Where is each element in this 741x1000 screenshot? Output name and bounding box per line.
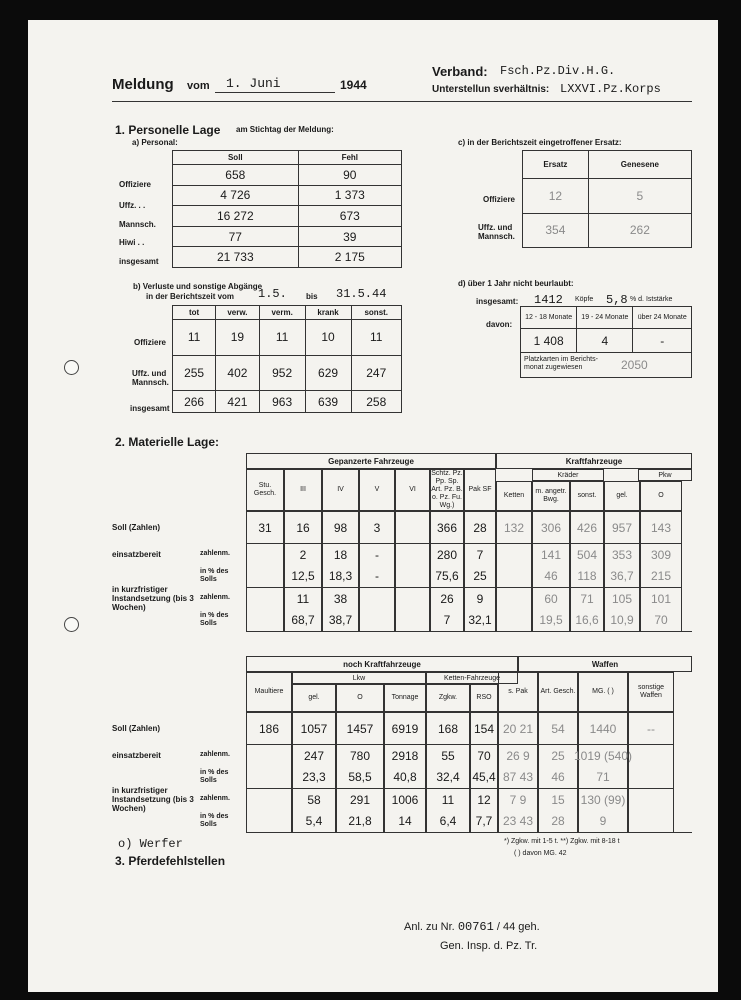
table-cell: 14 <box>384 810 426 832</box>
platzkarten-value: 2050 <box>621 358 648 372</box>
table-bottom-rule <box>246 832 692 833</box>
percent-value: 5,8 <box>606 293 628 307</box>
personal-cell: 4 726 <box>173 185 299 206</box>
column-header: III <box>284 469 322 511</box>
table-cell: 58 <box>292 788 336 810</box>
verluste-cell: 10 <box>305 320 351 356</box>
col-header: krank <box>305 306 351 320</box>
table-cell: 46 <box>532 565 570 587</box>
column-header: sonst. <box>570 481 604 511</box>
table-cell: 32,1 <box>464 609 496 631</box>
table-cell: 7 9 <box>498 788 538 810</box>
personal-table <box>172 150 402 268</box>
table-cell <box>359 609 395 631</box>
column-header: Pak SF <box>464 469 496 511</box>
verluste-cell: 11 <box>259 320 305 356</box>
col-header: tot <box>173 306 216 320</box>
verluste-from: 1.5. <box>258 287 287 301</box>
table-cell: 98 <box>322 511 359 543</box>
column-header: IV <box>322 469 359 511</box>
table-cell: 55 <box>426 744 470 766</box>
personal-cell: 21 733 <box>173 247 299 268</box>
table-cell <box>246 565 284 587</box>
table-cell: 2918 <box>384 744 426 766</box>
personal-cell: 2 175 <box>298 247 401 268</box>
insgesamt-value: 1412 <box>534 293 563 307</box>
stamp-suffix: / 44 geh. <box>496 921 540 933</box>
row-label: Offiziere <box>483 195 516 204</box>
row-label: Offiziere <box>134 338 167 347</box>
column-header: V <box>359 469 395 511</box>
table-cell: 16,6 <box>570 609 604 631</box>
row-label: Soll (Zahlen) <box>112 723 160 733</box>
table-cell: 215 <box>640 565 682 587</box>
platzkarten-cell <box>521 353 692 378</box>
verluste-label-2: in der Berichtszeit vom <box>146 292 235 301</box>
column-header: Zgkw. <box>426 684 470 712</box>
table-cell <box>628 810 674 832</box>
beurlaubt-cell: 1 408 <box>521 329 577 353</box>
table-cell <box>395 511 430 543</box>
table-cell <box>628 744 674 766</box>
table-cell: 12,5 <box>284 565 322 587</box>
vom-label: vom <box>187 80 210 92</box>
row-sublabel: zahlenm. <box>200 795 230 802</box>
table-cell: 7,7 <box>470 810 498 832</box>
row-sublabel: in % des Solls <box>200 612 229 627</box>
table-cell: 23 43 <box>498 810 538 832</box>
table-cell <box>395 587 430 609</box>
beurlaubt-cell: 4 <box>577 329 633 353</box>
row-label: Soll (Zahlen) <box>112 522 160 532</box>
row-sublabel: in % des Solls <box>200 568 229 583</box>
column-header: gel. <box>292 684 336 712</box>
column-header: s. Pak <box>498 672 538 712</box>
section3-heading: 3. Pferdefehlstellen <box>115 854 226 868</box>
table-cell: 18,3 <box>322 565 359 587</box>
table-cell <box>395 565 430 587</box>
table-cell: - <box>359 565 395 587</box>
sub-header: Ketten-Fahrzeuge <box>426 672 518 684</box>
col-header: verw. <box>216 306 259 320</box>
table-cell: 70 <box>470 744 498 766</box>
table-cell <box>246 810 292 832</box>
table-cell: 3 <box>359 511 395 543</box>
table-cell: 58,5 <box>336 766 384 788</box>
row-sublabel <box>200 511 244 543</box>
row-sublabel: zahlenm. <box>200 550 230 557</box>
verluste-cell: 19 <box>216 320 259 356</box>
row-sublabel: in % des Solls <box>200 769 229 784</box>
column-header: Maultiere <box>246 672 292 712</box>
table-cell: 247 <box>292 744 336 766</box>
zgkw-footnote: *) Zgkw. mit 1-5 t. **) Zgkw. mit 8-18 t <box>504 838 620 845</box>
row-label: insgesamt <box>119 257 159 266</box>
verluste-cell: 11 <box>351 320 401 356</box>
verluste-cell: 963 <box>259 391 305 413</box>
platzkarten-label: Platzkarten im Berichts- monat zugewiesen <box>524 356 598 371</box>
row-sublabel: zahlenm. <box>200 751 230 758</box>
table-cell: 1440 <box>578 712 628 744</box>
personal-cell: 673 <box>298 206 401 227</box>
table-cell: 143 <box>640 511 682 543</box>
column-header: O <box>336 684 384 712</box>
table-cell <box>496 565 532 587</box>
table-cell: 71 <box>570 587 604 609</box>
sub-header: Kräder <box>532 469 604 481</box>
personal-cell: 16 272 <box>173 206 299 227</box>
row-label: in kurzfristiger Instandsetzung (bis 3 Wochen) <box>112 785 194 813</box>
col-header: Ersatz <box>523 151 589 179</box>
table-cell: 118 <box>570 565 604 587</box>
table-cell: 23,3 <box>292 766 336 788</box>
beurlaubt-cell: - <box>633 329 692 353</box>
table-cell <box>359 587 395 609</box>
table-cell: 309 <box>640 543 682 565</box>
table-cell: 1057 <box>292 712 336 744</box>
col-header: 12 - 18 Monate <box>521 307 577 329</box>
table-cell <box>246 609 284 631</box>
verband-label: Verband: <box>432 64 488 79</box>
ersatz-table <box>522 150 692 248</box>
table-cell: 10,9 <box>604 609 640 631</box>
section1-heading-suffix: am Stichtag der Meldung: <box>236 125 334 134</box>
personal-cell: 90 <box>298 165 401 186</box>
table-cell: 1457 <box>336 712 384 744</box>
table-cell: 957 <box>604 511 640 543</box>
section2-heading: 2. Materielle Lage: <box>115 435 220 449</box>
verluste-cell: 952 <box>259 355 305 391</box>
table-cell: 71 <box>578 766 628 788</box>
table-wrap <box>112 656 692 836</box>
table-cell: -- <box>628 712 674 744</box>
personal-label: a) Personal: <box>132 138 178 147</box>
verluste-cell: 258 <box>351 391 401 413</box>
sub-header: Lkw <box>292 672 426 684</box>
group-header: Gepanzerte Fahrzeuge <box>246 453 496 469</box>
table-cell: 28 <box>538 810 578 832</box>
punch-hole-top <box>64 360 79 375</box>
verluste-cell: 255 <box>173 355 216 391</box>
table-cell <box>628 788 674 810</box>
table-cell: 21,8 <box>336 810 384 832</box>
table-cell: 54 <box>538 712 578 744</box>
personal-cell: 77 <box>173 226 299 247</box>
table-wrap <box>112 453 692 633</box>
table-cell <box>395 543 430 565</box>
table-cell: 11 <box>284 587 322 609</box>
table-cell <box>246 543 284 565</box>
row-label: Mannsch. <box>119 220 156 229</box>
table-cell: 353 <box>604 543 640 565</box>
table-cell: 366 <box>430 511 464 543</box>
column-header: sonstige Waffen <box>628 672 674 712</box>
table-cell: 68,7 <box>284 609 322 631</box>
table-cell: 31 <box>246 511 284 543</box>
personal-cell: 658 <box>173 165 299 186</box>
col-header: über 24 Monate <box>633 307 692 329</box>
table-cell: 130 (99) <box>578 788 628 810</box>
table-cell: 40,8 <box>384 766 426 788</box>
table-cell: 11 <box>426 788 470 810</box>
verluste-cell: 247 <box>351 355 401 391</box>
table-cell: 306 <box>532 511 570 543</box>
table-cell <box>246 587 284 609</box>
row-sublabel: zahlenm. <box>200 594 230 601</box>
table-cell: 5,4 <box>292 810 336 832</box>
ersatz-cell: 5 <box>588 179 691 214</box>
table-cell: 25 <box>464 565 496 587</box>
column-header: gel. <box>604 481 640 511</box>
table-cell <box>496 609 532 631</box>
archive-stamp <box>404 920 540 934</box>
verluste-bis: bis <box>306 292 318 301</box>
ersatz-label: c) in der Berichtszeit eingetroffener Ersatz: <box>458 138 622 147</box>
col-header: sonst. <box>351 306 401 320</box>
verluste-cell: 639 <box>305 391 351 413</box>
col-header: 19 - 24 Monate <box>577 307 633 329</box>
table-cell: 18 <box>322 543 359 565</box>
table-cell: 87 43 <box>498 766 538 788</box>
table-cell: 141 <box>532 543 570 565</box>
table-cell <box>395 609 430 631</box>
verluste-table <box>172 305 402 413</box>
section1-heading: 1. Personelle Lage <box>115 123 221 137</box>
table-cell: 2 <box>284 543 322 565</box>
table-cell: 105 <box>604 587 640 609</box>
col-header: verm. <box>259 306 305 320</box>
verluste-cell: 402 <box>216 355 259 391</box>
sub-header: Pkw <box>638 469 692 481</box>
row-label: einsatzbereit <box>112 750 161 760</box>
table-cell: 60 <box>532 587 570 609</box>
report-title: Meldung <box>112 76 174 93</box>
verluste-cell: 629 <box>305 355 351 391</box>
table-cell: 20 21 <box>498 712 538 744</box>
table-cell: 28 <box>464 511 496 543</box>
ersatz-cell: 262 <box>588 213 691 248</box>
werfer-footnote: o) Werfer <box>118 837 183 851</box>
beurlaubt-label: d) über 1 Jahr nicht beurlaubt: <box>458 279 574 288</box>
column-header: O <box>640 481 682 511</box>
table-cell: 38,7 <box>322 609 359 631</box>
davon-label: davon: <box>486 320 513 329</box>
column-header: RSO <box>470 684 498 712</box>
row-label <box>112 810 196 832</box>
column-header: Ketten <box>496 481 532 511</box>
table-cell <box>246 788 292 810</box>
mg-footnote: ( ) davon MG. 42 <box>514 850 567 857</box>
row-label: Hiwi . . <box>119 238 145 247</box>
table-cell: 6,4 <box>426 810 470 832</box>
table-cell: 1006 <box>384 788 426 810</box>
table-cell <box>496 587 532 609</box>
row-sublabel <box>200 712 244 744</box>
row-label <box>112 609 196 631</box>
insgesamt-label: insgesamt: <box>476 297 519 306</box>
table-cell: 7 <box>430 609 464 631</box>
punch-hole-bottom <box>64 617 79 632</box>
table-cell <box>246 744 292 766</box>
col-soll: Soll <box>173 151 299 165</box>
table-cell: 16 <box>284 511 322 543</box>
personal-cell: 39 <box>298 226 401 247</box>
unterstellung-value: LXXVI.Pz.Korps <box>560 82 661 96</box>
col-header: Genesene <box>588 151 691 179</box>
column-header: VI <box>395 469 430 511</box>
table-cell: 38 <box>322 587 359 609</box>
table-cell <box>496 543 532 565</box>
row-sublabel: in % des Solls <box>200 813 229 828</box>
table-cell: 26 <box>430 587 464 609</box>
row-label: Offiziere <box>119 180 152 189</box>
group-header: noch Kraftfahrzeuge <box>246 656 518 672</box>
table-cell: 9 <box>464 587 496 609</box>
report-year: 1944 <box>340 78 367 92</box>
column-header: m. angetr. Bwg. <box>532 481 570 511</box>
table-cell: 101 <box>640 587 682 609</box>
stamp-line2: Gen. Insp. d. Pz. Tr. <box>440 940 538 952</box>
row-label: Uffz. . . <box>119 201 146 210</box>
report-date: 1. Juni <box>226 76 281 91</box>
row-label: einsatzbereit <box>112 549 161 559</box>
table-cell: 26 9 <box>498 744 538 766</box>
table-cell: 6919 <box>384 712 426 744</box>
verluste-cell: 421 <box>216 391 259 413</box>
personal-cell: 1 373 <box>298 185 401 206</box>
verluste-cell: 11 <box>173 320 216 356</box>
table-cell <box>246 766 292 788</box>
beurlaubt-table <box>520 306 692 378</box>
table-cell: 9 <box>578 810 628 832</box>
table-cell: 426 <box>570 511 604 543</box>
verluste-label-1: b) Verluste und sonstige Abgänge <box>133 282 263 291</box>
table-cell: 46 <box>538 766 578 788</box>
table-cell: 168 <box>426 712 470 744</box>
table-cell: 32,4 <box>426 766 470 788</box>
verluste-to: 31.5.44 <box>336 287 387 301</box>
row-label: insgesamt <box>130 404 170 413</box>
column-header: Schtz. Pz. Pp. Sp. Art. Pz. B. o. Pz. Fu. Wg.) <box>431 470 463 509</box>
unterstellung-label: Unterstellun sverhältnis: <box>432 84 550 95</box>
stamp-number: 00761 <box>457 920 494 934</box>
table-cell: 7 <box>464 543 496 565</box>
verband-value: Fsch.Pz.Div.H.G. <box>500 64 616 78</box>
table-cell: 1019 (540) <box>578 744 628 766</box>
table-cell: 15 <box>538 788 578 810</box>
table-cell: 36,7 <box>604 565 640 587</box>
table-cell: 25 <box>538 744 578 766</box>
column-header: Art. Gesch. <box>538 672 578 712</box>
table-bottom-rule <box>246 631 692 632</box>
ersatz-cell: 354 <box>523 213 589 248</box>
row-label: Uffz. und Mannsch. <box>132 369 169 387</box>
table-cell: 45,4 <box>470 766 498 788</box>
table-cell: 186 <box>246 712 292 744</box>
column-header: Stu. Gesch. <box>246 469 284 511</box>
ersatz-cell: 12 <box>523 179 589 214</box>
table-cell: 70 <box>640 609 682 631</box>
table-cell: 19,5 <box>532 609 570 631</box>
percent-suffix: % d. Iststärke <box>630 296 673 303</box>
row-label: in kurzfristiger Instandsetzung (bis 3 Wochen) <box>112 584 194 612</box>
row-label: Uffz. und Mannsch. <box>478 223 515 241</box>
verluste-cell: 266 <box>173 391 216 413</box>
table-cell: 75,6 <box>430 565 464 587</box>
stamp-prefix: Anl. zu Nr. <box>404 921 455 933</box>
table-cell: 12 <box>470 788 498 810</box>
koepfe-label: Köpfe <box>575 296 594 303</box>
table-cell: 132 <box>496 511 532 543</box>
table-cell <box>628 766 674 788</box>
table-cell: 291 <box>336 788 384 810</box>
column-header: MG. ( ) <box>578 672 628 712</box>
table-cell: - <box>359 543 395 565</box>
column-header: Tonnage <box>384 684 426 712</box>
group-header: Waffen <box>518 656 692 672</box>
table-cell: 280 <box>430 543 464 565</box>
table-cell: 504 <box>570 543 604 565</box>
col-fehl: Fehl <box>298 151 401 165</box>
group-header: Kraftfahrzeuge <box>496 453 692 469</box>
table-cell: 780 <box>336 744 384 766</box>
table-cell: 154 <box>470 712 498 744</box>
